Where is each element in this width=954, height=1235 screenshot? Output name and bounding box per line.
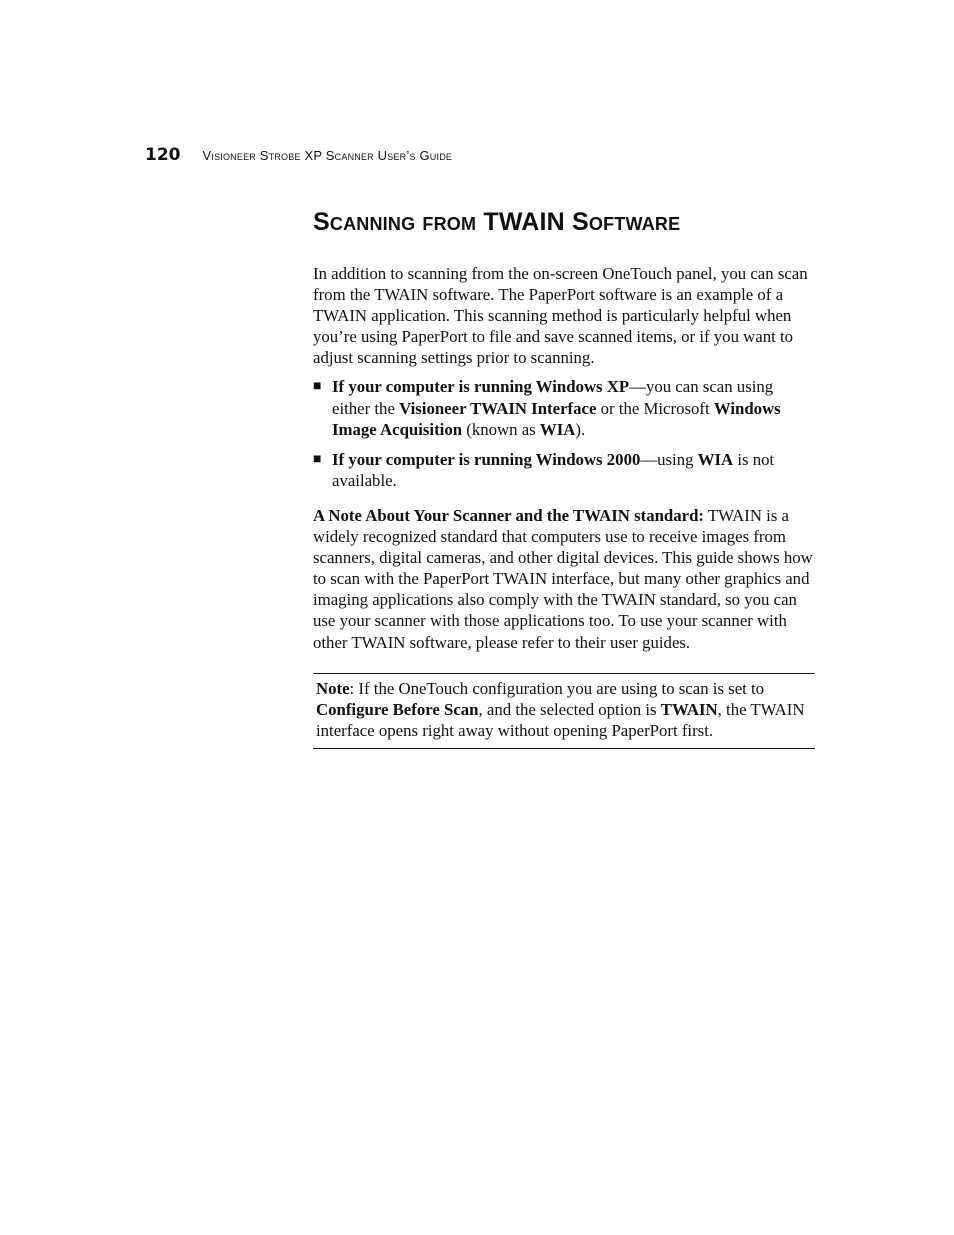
bullet-bold-text: WIA xyxy=(539,419,576,439)
bullet-windows-xp xyxy=(313,376,815,439)
section-title: Scanning from TWAIN Software xyxy=(313,208,681,236)
bullet-text: (known as xyxy=(462,419,540,439)
bullet-bold-text: Windows Image Acquisition xyxy=(332,398,781,439)
twain-note-heading: A Note About Your Scanner and the TWAIN standard: xyxy=(313,505,705,525)
intro-paragraph: In addition to scanning from the on-screen OneTouch panel, you can scan from the TWAIN software. The PaperPort software is an example of a TWAIN application. This scanning method is particularly helpful when you’re using PaperPort to file and save scanned items, or if you want to adjust scanning settings prior to scanning. xyxy=(313,264,808,368)
bullet-text: —using xyxy=(640,449,698,469)
bullet-bold-text: Visioneer TWAIN Interface xyxy=(399,398,597,418)
twain-note-body: TWAIN is a widely recognized standard that computers use to receive images from scanners, digital cameras, and other digital devices. This guide shows how to scan with the PaperPort TWAIN interface, but many other graphics and imaging applications also comply with the TWAIN standard, so you can use your scanner with those applications too. To use your scanner with other TWAIN software, please refer to their user guides. xyxy=(313,505,813,652)
bullet-bold-text: If your computer is running Windows XP xyxy=(332,377,630,397)
running-header xyxy=(145,145,452,165)
bullet-text: or the Microsoft xyxy=(596,398,714,418)
bullet-text: —you can scan using either the xyxy=(332,377,774,418)
bullet-text: is not available. xyxy=(332,449,775,490)
bullet-bold-text: If your computer is running Windows 2000 xyxy=(332,449,641,469)
note-body-text: , the TWAIN interface opens right away without opening PaperPort first. xyxy=(316,699,805,740)
bullet-text: ). xyxy=(575,419,586,439)
note-body-text: , and the selected option is xyxy=(478,699,661,719)
note-label: Note xyxy=(316,678,350,698)
note-body-text: : If the OneTouch configuration you are using to scan is set to xyxy=(349,678,765,698)
bullet-bold-text: WIA xyxy=(697,449,734,469)
guide-title: Visioneer Strobe XP Scanner User’s Guide xyxy=(202,148,453,163)
bullet-windows-2000 xyxy=(313,449,815,491)
note-text xyxy=(316,678,812,741)
note-box xyxy=(313,673,815,749)
page-content xyxy=(313,205,815,749)
note-bold-text: Configure Before Scan xyxy=(316,699,479,719)
square-bullet-icon: ■ xyxy=(313,379,322,395)
note-bold-text: TWAIN xyxy=(660,699,718,719)
twain-standard-paragraph xyxy=(313,505,815,653)
page-number: 120 xyxy=(145,145,181,165)
square-bullet-icon: ■ xyxy=(313,451,322,467)
os-bullet-list xyxy=(313,376,815,490)
